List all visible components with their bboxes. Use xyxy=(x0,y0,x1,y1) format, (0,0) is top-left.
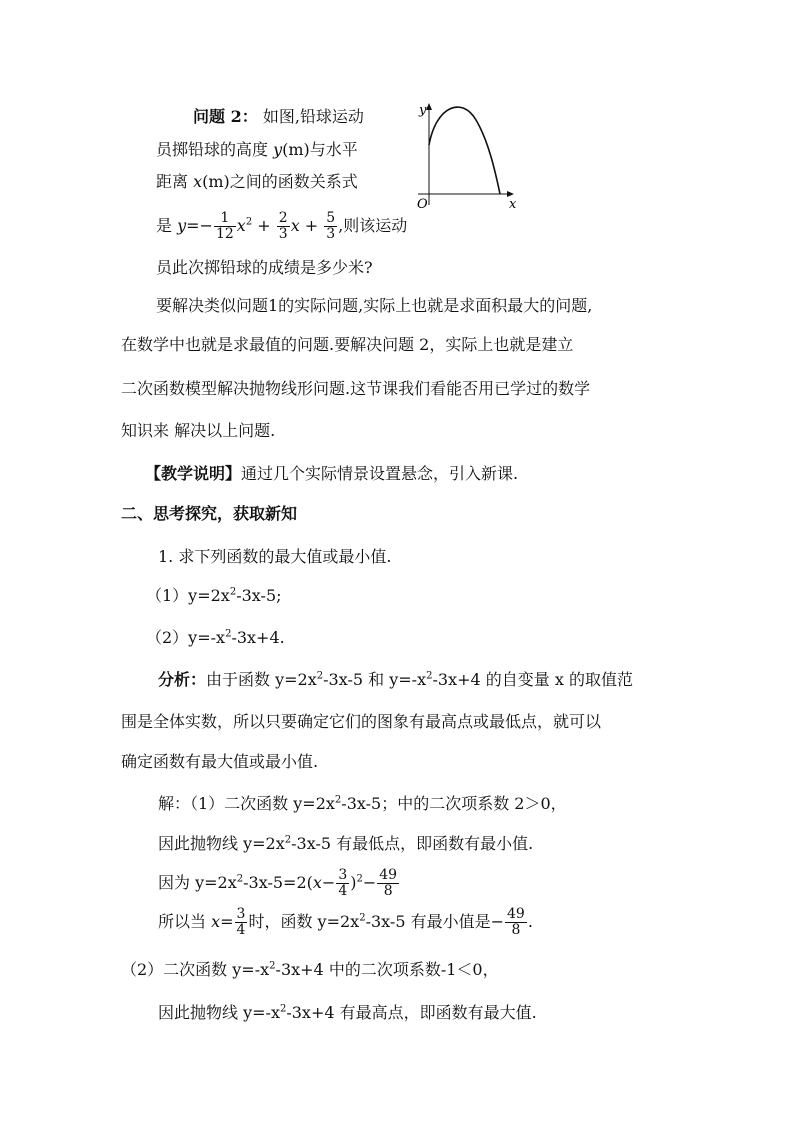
denominator: 3 xyxy=(278,226,288,242)
exponent: 2 xyxy=(334,794,342,806)
text: 员掷铅球的高度 xyxy=(156,140,274,159)
exponent: 2 xyxy=(356,873,363,885)
problem2-formula-line xyxy=(156,208,407,244)
fraction-3-4 xyxy=(235,907,248,938)
text: -3x-5 有最低点，即函数有最小值. xyxy=(291,834,534,853)
text: (m)与水平 xyxy=(282,140,358,159)
text: 解：（1）二次函数 y=2x xyxy=(158,794,335,813)
denominator: 12 xyxy=(215,226,234,242)
text: （1）y=2x xyxy=(146,586,230,605)
x-axis-label: x xyxy=(509,197,517,212)
teaching-note xyxy=(145,464,518,484)
fraction-49-8 xyxy=(505,907,527,938)
text: （2）二次函数 y=-x xyxy=(121,960,270,979)
fraction-1-12 xyxy=(214,211,236,242)
text: 因此抛物线 y=-x xyxy=(158,1003,280,1022)
para1-line4: 知识来 解决以上问题. xyxy=(121,421,276,440)
exponent: 2 xyxy=(229,586,237,598)
teaching-note-text: 通过几个实际情景设置悬念，引入新课. xyxy=(241,464,519,483)
para1-line2: 在数学中也就是求最值的问题.要解决问题 2，实际上也就是建立 xyxy=(121,335,574,354)
denominator: 4 xyxy=(236,922,246,938)
text: -3x-5=2( xyxy=(243,873,313,892)
numerator: 3 xyxy=(338,867,348,883)
text: -3x-5; xyxy=(236,586,282,605)
text: 所以当 xyxy=(158,912,212,931)
q1-text: 1. 求下列函数的最大值或最小值. xyxy=(158,547,392,566)
analysis-line1 xyxy=(158,670,633,690)
text: -3x-5 和 y=-x xyxy=(323,670,427,689)
var-x: x xyxy=(290,216,300,235)
problem2-label: 问题 2： xyxy=(193,107,258,126)
exponent: 2 xyxy=(284,834,292,846)
teaching-note-label: 【教学说明】 xyxy=(145,464,242,483)
problem2-line3 xyxy=(156,172,358,192)
text: 是 xyxy=(156,216,178,235)
problem2-line5 xyxy=(156,258,373,278)
solution-line3 xyxy=(158,866,400,900)
numerator: 1 xyxy=(214,211,236,227)
solution-line1 xyxy=(158,794,567,814)
problem2-line1 xyxy=(193,107,364,127)
parabola-graph xyxy=(410,100,525,212)
denominator: 8 xyxy=(383,883,393,899)
para1-line1: 要解决类似问题1的实际问题,实际上也就是求面积最大的问题, xyxy=(156,296,593,315)
text: . xyxy=(527,912,533,931)
text: 时，函数 y=2x xyxy=(248,912,360,931)
text: （2）y=-x xyxy=(146,628,226,647)
text: 因为 y=2x xyxy=(158,873,237,892)
solution-line2 xyxy=(158,834,533,854)
numerator: 49 xyxy=(507,906,525,922)
text: 由于函数 y=2x xyxy=(206,670,317,689)
text: 距离 xyxy=(156,172,194,191)
text: 员此次掷铅球的成绩是多少米? xyxy=(156,258,373,277)
numerator: 2 xyxy=(278,210,288,226)
text: (m)之间的函数关系式 xyxy=(202,172,358,191)
fraction-2-3 xyxy=(277,211,290,242)
solution-line5 xyxy=(121,960,499,980)
text: = xyxy=(220,912,234,931)
text: − xyxy=(362,873,377,892)
var-y: y xyxy=(273,140,283,159)
exponent: 2 xyxy=(359,912,366,924)
text: =− xyxy=(186,216,213,235)
var-x: x xyxy=(211,912,221,931)
numerator: 3 xyxy=(236,906,246,922)
problem2-line2 xyxy=(156,140,358,160)
solution-line4 xyxy=(158,905,533,939)
fraction-5-3 xyxy=(324,211,337,242)
exponent: 2 xyxy=(316,670,324,682)
y-axis-arrow xyxy=(426,103,432,110)
analysis-line2: 围是全体实数，所以只要确定它们的图象有最高点或最低点，就可以 xyxy=(121,712,602,731)
denominator: 3 xyxy=(326,226,336,242)
denominator: 8 xyxy=(511,922,521,938)
text: -3x+4 有最高点，即函数有最大值. xyxy=(286,1003,537,1022)
analysis-label: 分析： xyxy=(158,670,207,689)
section-heading: 二、思考探究，获取新知 xyxy=(121,504,298,523)
exponent: 2 xyxy=(279,1003,287,1015)
numerator: 5 xyxy=(326,210,336,226)
var-x: x xyxy=(312,873,322,892)
para1-line3: 二次函数模型解决抛物线形问题.这节课我们看能否用已学过的数学 xyxy=(121,379,591,398)
q1-item2 xyxy=(146,628,285,648)
problem2-text: 如图,铅球运动 xyxy=(262,107,364,126)
text: 因此抛物线 y=2x xyxy=(158,834,285,853)
denominator: 4 xyxy=(338,883,348,899)
text: ) xyxy=(350,873,357,892)
text: -3x-5；中的二次项系数 2＞0， xyxy=(341,794,567,813)
text: + xyxy=(299,216,324,235)
text: − xyxy=(321,873,336,892)
text: -3x+4. xyxy=(231,628,285,647)
text: -3x+4 中的二次项系数-1＜0， xyxy=(275,960,499,979)
exponent: 2 xyxy=(426,670,433,682)
exponent: 2 xyxy=(269,960,276,972)
q1-item1 xyxy=(146,586,282,606)
y-axis-label: y xyxy=(419,103,427,118)
exponent: 2 xyxy=(236,873,244,885)
origin-label: O xyxy=(417,197,428,212)
solution-line6 xyxy=(158,1003,537,1023)
exponent: 2 xyxy=(225,628,232,640)
analysis-line3: 确定函数有最大值或最小值. xyxy=(121,752,319,771)
numerator: 49 xyxy=(379,867,398,883)
var-x: x xyxy=(236,216,246,235)
var-y: y xyxy=(177,216,187,235)
parabola-curve xyxy=(429,107,500,194)
fraction-3-4 xyxy=(336,868,349,899)
text: -3x-5 有最小值是− xyxy=(365,912,504,931)
text: -3x+4 的自变量 x 的取值范 xyxy=(432,670,633,689)
text: + xyxy=(252,216,276,235)
text: ,则该运动 xyxy=(338,216,408,235)
exponent: 2 xyxy=(245,216,253,228)
fraction-49-8 xyxy=(377,868,399,899)
var-x: x xyxy=(193,172,203,191)
